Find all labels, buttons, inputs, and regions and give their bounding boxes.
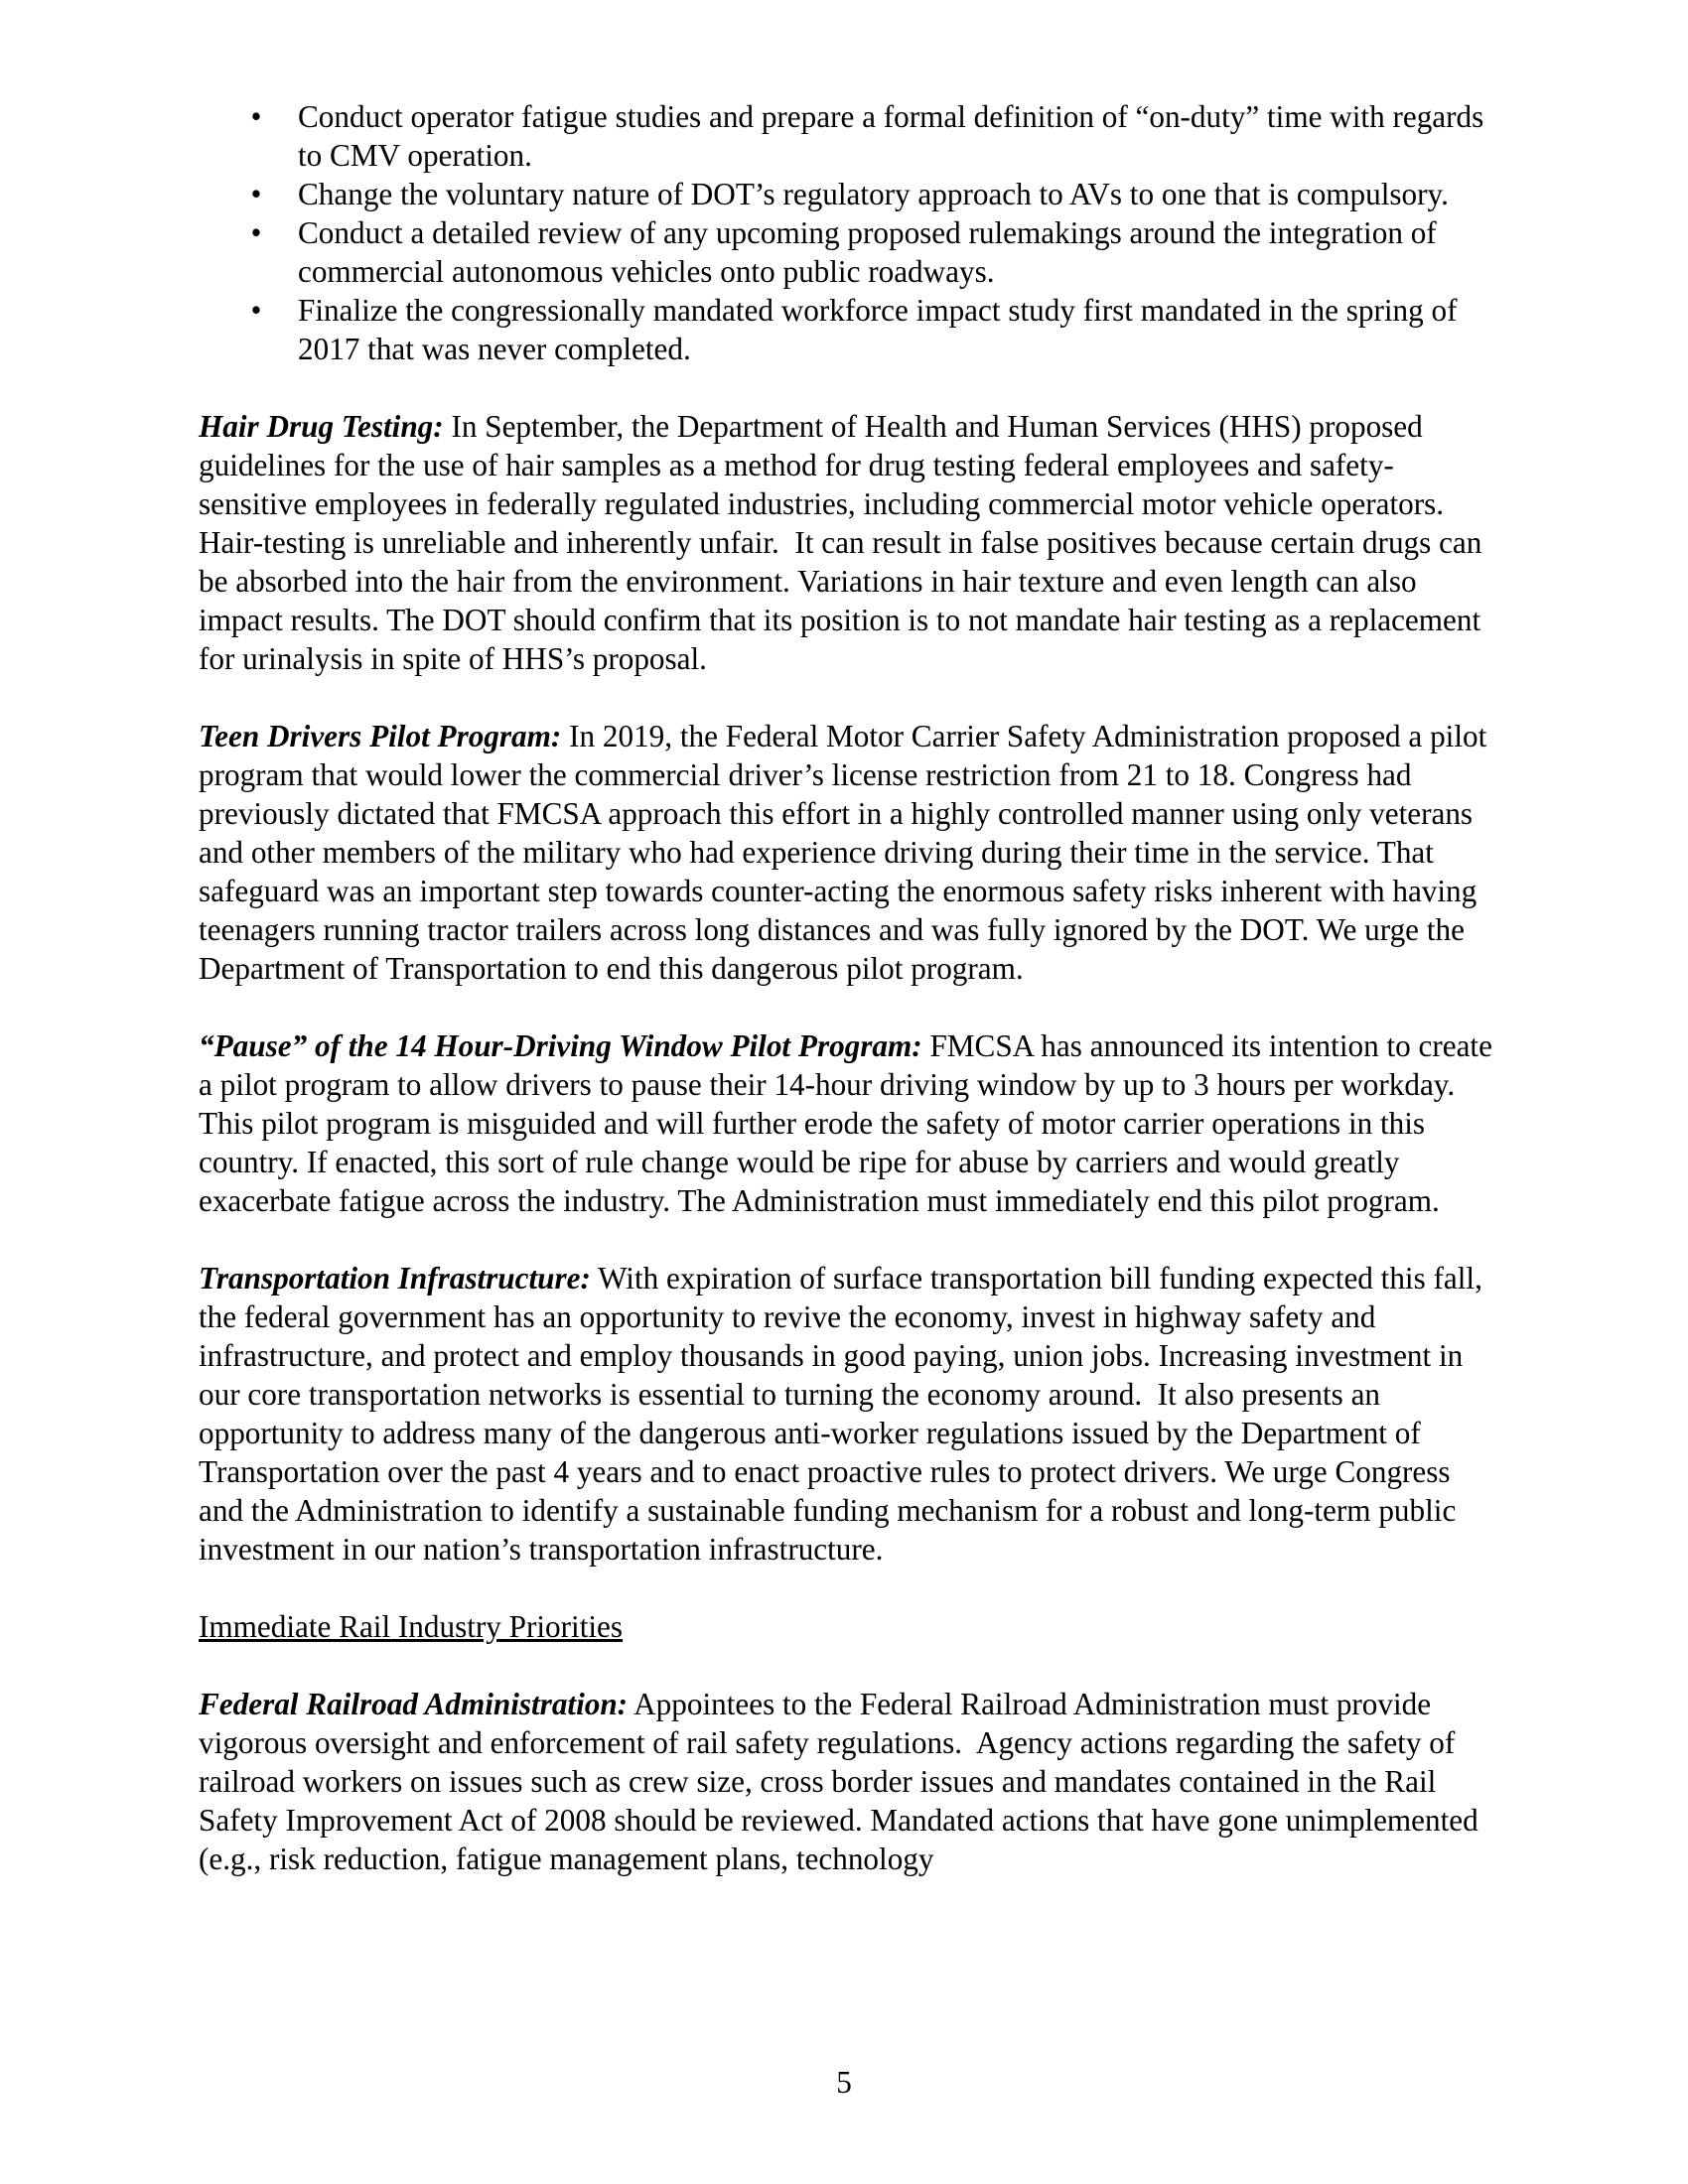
bullet-icon: •	[250, 99, 262, 134]
teen-drivers-paragraph	[199, 717, 1494, 988]
list-item	[199, 175, 1494, 213]
list-item-text: Conduct operator fatigue studies and prepare a formal definition of “on-duty” time with regards to CMV operation.	[298, 99, 1484, 173]
list-item-text: Conduct a detailed review of any upcoming proposed rulemakings around the integration of commercial autonomous vehicles onto public roadways.	[298, 215, 1437, 289]
teen-drivers-text: In 2019, the Federal Motor Carrier Safety Administration proposed a pilot program that would lower the commercial driver’s license restriction from 21 to 18. Congress had previously dictated that FMCSA approach this effort in a highly controlled manner using only veterans and other members of the military who had experience driving during their time in the service. That safeguard was an important step towards counter-acting the enormous safety risks inherent with having teenagers running tractor trailers across long distances and was fully ignored by the DOT. We urge the Department of Transportation to end this dangerous pilot program.	[199, 719, 1487, 986]
rail-priorities-heading: Immediate Rail Industry Priorities	[199, 1609, 624, 1644]
list-item	[199, 97, 1494, 175]
document-body	[199, 97, 1494, 1917]
federal-railroad-text: Appointees to the Federal Railroad Administration must provide vigorous oversight and enforcement of rail safety regulations. Agency actions regarding the safety of railroad workers on issues such as crew size, cross border issues and mandates contained in the Rail Safety Improvement Act of 2008 should be reviewed. Mandated actions that have gone unimplemented (e.g., risk reduction, fatigue management plans, technology	[199, 1687, 1478, 1876]
pause-14-hour-paragraph	[199, 1026, 1494, 1220]
federal-railroad-heading: Federal Railroad Administration:	[199, 1687, 629, 1721]
bullet-icon: •	[250, 215, 262, 250]
transportation-infrastructure-text: With expiration of surface transportation bill funding expected this fall, the federal government has an opportunity to revive the economy, invest in highway safety and infrastructure, and protect and employ thousands in good paying, union jobs. Increasing investment in our core transportation networks is essential to turning the economy around. It also presents an opportunity to address many of the dangerous anti-worker regulations issued by the Department of Transportation over the past 4 years and to enact proactive rules to protect drivers. We urge Congress and the Administration to identify a sustainable funding mechanism for a robust and long-term public investment in our nation’s transportation infrastructure.	[199, 1261, 1482, 1567]
list-item-text: Change the voluntary nature of DOT’s regulatory approach to AVs to one that is compulsory.	[298, 177, 1449, 211]
pause-14-hour-text: FMCSA has announced its intention to create a pilot program to allow drivers to pause their 14-hour driving window by up to 3 hours per workday. This pilot program is misguided and will further erode the safety of motor carrier operations in this country. If enacted, this sort of rule change would be ripe for abuse by carriers and would greatly exacerbate fatigue across the industry. The Administration must immediately end this pilot program.	[199, 1028, 1492, 1218]
recommendation-list	[199, 97, 1494, 368]
transportation-infrastructure-paragraph	[199, 1259, 1494, 1569]
transportation-infrastructure-heading: Transportation Infrastructure:	[199, 1261, 591, 1296]
list-item-text: Finalize the congressionally mandated workforce impact study first mandated in the spring of 2017 that was never completed.	[298, 293, 1458, 366]
hair-drug-testing-paragraph	[199, 407, 1494, 678]
pause-14-hour-heading: “Pause” of the 14 Hour-Driving Window Pilot Program:	[199, 1028, 922, 1063]
bullet-icon: •	[250, 293, 262, 328]
teen-drivers-heading: Teen Drivers Pilot Program:	[199, 719, 562, 753]
hair-drug-testing-text: In September, the Department of Health and Human Services (HHS) proposed guidelines for the use of hair samples as a method for drug testing federal employees and safety-sensitive employees in federally regulated industries, including commercial motor vehicle operators. Hair-testing is unreliable and inherently unfair. It can result in false positives because certain drugs can be absorbed into the hair from the environment. Variations in hair texture and even length can also impact results. The DOT should confirm that its position is to not mandate hair testing as a replacement for urinalysis in spite of HHS’s proposal.	[199, 409, 1482, 676]
hair-drug-testing-heading: Hair Drug Testing:	[199, 409, 444, 444]
federal-railroad-paragraph	[199, 1685, 1494, 1878]
list-item	[199, 291, 1494, 368]
bullet-icon: •	[250, 177, 262, 211]
page-number: 5	[836, 2065, 852, 2100]
list-item	[199, 213, 1494, 291]
